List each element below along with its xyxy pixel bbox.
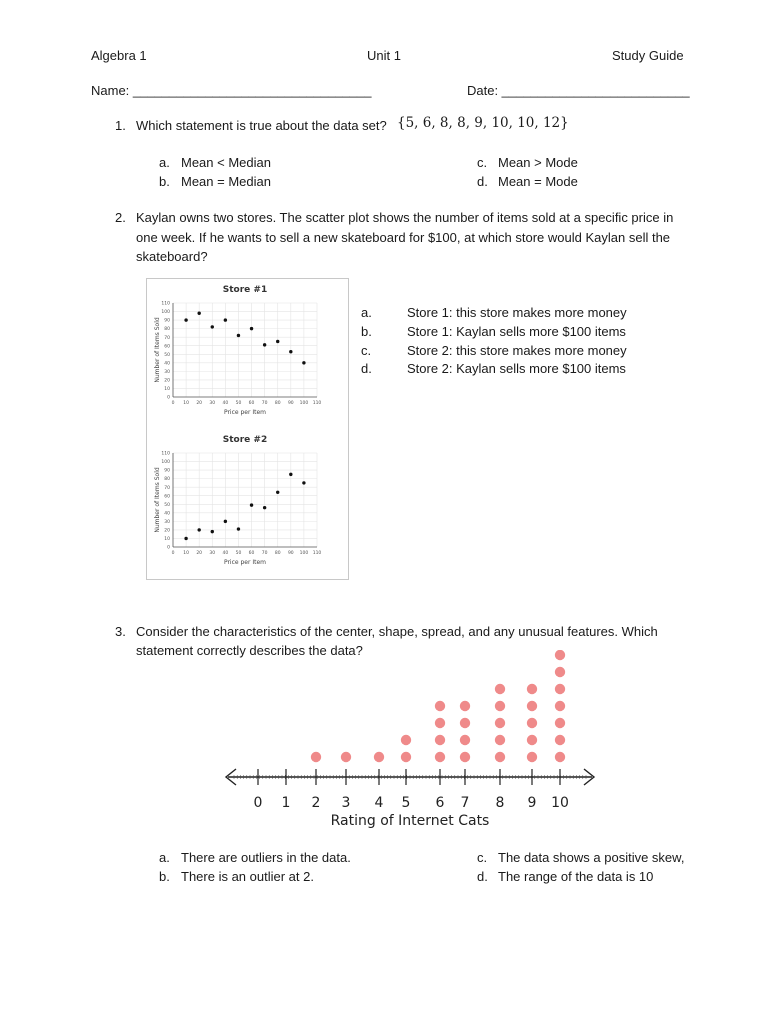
- scatter-point: [263, 343, 266, 346]
- data-dot: [555, 718, 565, 728]
- dot-plot-svg: [220, 650, 605, 835]
- y-tick-label: 0: [167, 395, 170, 401]
- data-dot: [495, 718, 505, 728]
- y-tick-label: 70: [164, 335, 170, 341]
- q1-choice-c[interactable]: Mean > Mode: [498, 155, 578, 170]
- x-tick-label: 40: [222, 401, 229, 406]
- data-dot: [495, 684, 505, 694]
- data-dot: [555, 650, 565, 660]
- q3-choice-d[interactable]: The range of the data is 10: [498, 869, 654, 884]
- data-dot: [555, 701, 565, 711]
- x-tick-label: 90: [287, 551, 294, 556]
- q2-text-line-3: skateboard?: [136, 249, 208, 264]
- scatter-point: [237, 334, 240, 337]
- scatter-point: [211, 530, 214, 533]
- x-tick-label: 30: [209, 401, 216, 406]
- y-tick-label: 30: [164, 369, 170, 375]
- data-dot: [527, 684, 537, 694]
- x-tick-label: 20: [196, 401, 203, 406]
- data-dot: [311, 752, 321, 762]
- q2-choice-c-letter: c.: [361, 343, 372, 358]
- y-tick-label: 80: [164, 327, 170, 333]
- scatter-title: Store #2: [222, 435, 268, 445]
- y-tick-label: 50: [164, 502, 170, 508]
- x-tick-label: 80: [274, 401, 281, 406]
- date-field[interactable]: Date: __________________________: [467, 83, 690, 98]
- x-tick-label: 70: [261, 551, 268, 556]
- q2-choice-b-letter: b.: [361, 324, 372, 339]
- y-tick-label: 40: [164, 511, 170, 517]
- scatter-point: [289, 350, 292, 353]
- x-tick-label: 0: [171, 401, 175, 406]
- q1-choice-b[interactable]: Mean = Median: [181, 174, 271, 189]
- tick-label: 7: [460, 795, 470, 811]
- x-tick-label: 20: [196, 551, 203, 556]
- scatter-point: [224, 520, 227, 523]
- data-dot: [555, 735, 565, 745]
- scatter-chart-store-1: [154, 285, 321, 416]
- q2-text-line-1: Kaylan owns two stores. The scatter plot shows the number of items sold at a specific price in: [136, 210, 674, 225]
- x-tick-label: 60: [248, 401, 255, 406]
- y-tick-label: 30: [164, 519, 170, 525]
- q2-choice-b[interactable]: Store 1: Kaylan sells more $100 items: [407, 324, 626, 339]
- q2-choice-a[interactable]: Store 1: this store makes more money: [407, 305, 627, 320]
- y-tick-label: 90: [164, 318, 170, 324]
- x-tick-label: 10: [183, 551, 189, 556]
- x-tick-label: 110: [312, 551, 322, 556]
- y-tick-label: 90: [164, 468, 170, 474]
- y-tick-label: 50: [164, 352, 170, 358]
- scatter-point: [237, 527, 240, 530]
- data-dot: [495, 701, 505, 711]
- data-dot: [435, 752, 445, 762]
- data-dot: [374, 752, 384, 762]
- scatter-point: [224, 318, 227, 321]
- data-dot: [401, 752, 411, 762]
- q2-number: 2.: [115, 210, 126, 225]
- data-dot: [460, 718, 470, 728]
- tick-label: 4: [374, 795, 384, 811]
- x-tick-label: 30: [209, 551, 216, 556]
- data-dot: [435, 701, 445, 711]
- data-dot: [555, 667, 565, 677]
- x-axis-label: Price per Item: [223, 559, 267, 566]
- data-dot: [527, 735, 537, 745]
- tick-label: 10: [551, 795, 569, 811]
- x-tick-label: 100: [299, 401, 309, 406]
- y-tick-label: 70: [164, 485, 170, 491]
- q1-choice-d-letter: d.: [477, 174, 488, 189]
- q2-choice-c[interactable]: Store 2: this store makes more money: [407, 343, 627, 358]
- y-tick-label: 100: [161, 460, 170, 466]
- header-unit: Unit 1: [367, 48, 401, 63]
- scatter-chart-store-2: [154, 435, 321, 566]
- q3-choice-d-letter: d.: [477, 869, 488, 884]
- dot-plot-chart: [226, 650, 594, 829]
- q2-choice-a-letter: a.: [361, 305, 372, 320]
- scatter-point: [250, 327, 253, 330]
- scatter-point: [276, 491, 279, 494]
- data-dot: [341, 752, 351, 762]
- x-tick-label: 10: [183, 401, 189, 406]
- scatter-point: [197, 312, 200, 315]
- scatter-point: [276, 340, 279, 343]
- y-tick-label: 60: [164, 344, 170, 350]
- q3-choice-b-letter: b.: [159, 869, 170, 884]
- y-tick-label: 10: [164, 387, 170, 393]
- scatter-point: [184, 318, 187, 321]
- tick-label: 8: [495, 795, 505, 811]
- scatter-point: [302, 481, 305, 484]
- tick-label: 9: [527, 795, 537, 811]
- scatter-point: [289, 473, 292, 476]
- q1-choice-d[interactable]: Mean = Mode: [498, 174, 578, 189]
- q2-choice-d-letter: d.: [361, 361, 372, 376]
- scatter-point: [184, 537, 187, 540]
- data-dot: [460, 735, 470, 745]
- scatter-plots-panel: [146, 278, 349, 580]
- y-tick-label: 80: [164, 477, 170, 483]
- q1-choice-b-letter: b.: [159, 174, 170, 189]
- x-tick-label: 70: [261, 401, 268, 406]
- x-tick-label: 90: [287, 401, 294, 406]
- tick-label: 5: [401, 795, 411, 811]
- q3-text-line-2: statement correctly describes the data?: [136, 643, 363, 658]
- q3-choice-a-letter: a.: [159, 850, 170, 865]
- x-tick-label: 40: [222, 551, 229, 556]
- tick-label: 6: [435, 795, 445, 811]
- q3-choice-c[interactable]: The data shows a positive skew,: [498, 850, 685, 865]
- y-tick-label: 0: [167, 545, 170, 551]
- q3-text-line-1: Consider the characteristics of the center, shape, spread, and any unusual features. Which: [136, 624, 658, 639]
- y-tick-label: 20: [164, 528, 170, 534]
- header-title: Study Guide: [612, 48, 684, 63]
- x-tick-label: 100: [299, 551, 309, 556]
- data-dot: [435, 718, 445, 728]
- data-dot: [527, 701, 537, 711]
- y-tick-label: 60: [164, 494, 170, 500]
- x-tick-label: 50: [235, 401, 242, 406]
- q1-text: Which statement is true about the data set?: [136, 118, 387, 133]
- x-tick-label: 50: [235, 551, 242, 556]
- y-axis-label: Number of Items Sold: [154, 317, 161, 383]
- q3-choice-b[interactable]: There is an outlier at 2.: [181, 869, 314, 884]
- scatter-point: [263, 506, 266, 509]
- y-tick-label: 110: [161, 451, 170, 457]
- x-tick-label: 60: [248, 551, 255, 556]
- tick-label: 0: [253, 795, 263, 811]
- name-field[interactable]: Name: _________________________________: [91, 83, 372, 98]
- tick-label: 2: [311, 795, 321, 811]
- data-dot: [460, 752, 470, 762]
- tick-label: 3: [341, 795, 351, 811]
- q3-choice-a[interactable]: There are outliers in the data.: [181, 850, 351, 865]
- header-course: Algebra 1: [91, 48, 147, 63]
- scatter-plots-svg: [147, 279, 348, 579]
- q2-choice-d[interactable]: Store 2: Kaylan sells more $100 items: [407, 361, 626, 376]
- data-dot: [495, 752, 505, 762]
- data-dot: [495, 735, 505, 745]
- q1-choice-a-letter: a.: [159, 155, 170, 170]
- y-tick-label: 40: [164, 361, 170, 367]
- x-tick-label: 0: [171, 551, 175, 556]
- data-dot: [527, 752, 537, 762]
- dot-plot-xlabel: Rating of Internet Cats: [330, 813, 490, 829]
- y-tick-label: 110: [161, 301, 170, 307]
- q1-number: 1.: [115, 118, 126, 133]
- y-axis-label: Number of Items Sold: [154, 467, 161, 533]
- scatter-title: Store #1: [222, 285, 268, 295]
- q1-choice-c-letter: c.: [477, 155, 488, 170]
- y-tick-label: 100: [161, 310, 170, 316]
- x-tick-label: 110: [312, 401, 322, 406]
- q3-number: 3.: [115, 624, 126, 639]
- x-tick-label: 80: [274, 551, 281, 556]
- tick-label: 1: [281, 795, 291, 811]
- data-dot: [527, 718, 537, 728]
- scatter-point: [197, 528, 200, 531]
- data-dot: [555, 684, 565, 694]
- scatter-point: [211, 325, 214, 328]
- data-dot: [460, 701, 470, 711]
- scatter-point: [250, 503, 253, 506]
- q3-choice-c-letter: c.: [477, 850, 488, 865]
- q1-choice-a[interactable]: Mean < Median: [181, 155, 271, 170]
- data-dot: [401, 735, 411, 745]
- x-axis-label: Price per Item: [223, 409, 267, 416]
- scatter-point: [302, 361, 305, 364]
- q2-text-line-2: one week. If he wants to sell a new skateboard for $100, at which store would Kaylan sell the: [136, 230, 671, 245]
- data-dot: [435, 735, 445, 745]
- q1-data-set: {5, 6, 8, 8, 9, 10, 10, 12}: [397, 115, 569, 131]
- y-tick-label: 10: [164, 537, 170, 543]
- data-dot: [555, 752, 565, 762]
- y-tick-label: 20: [164, 378, 170, 384]
